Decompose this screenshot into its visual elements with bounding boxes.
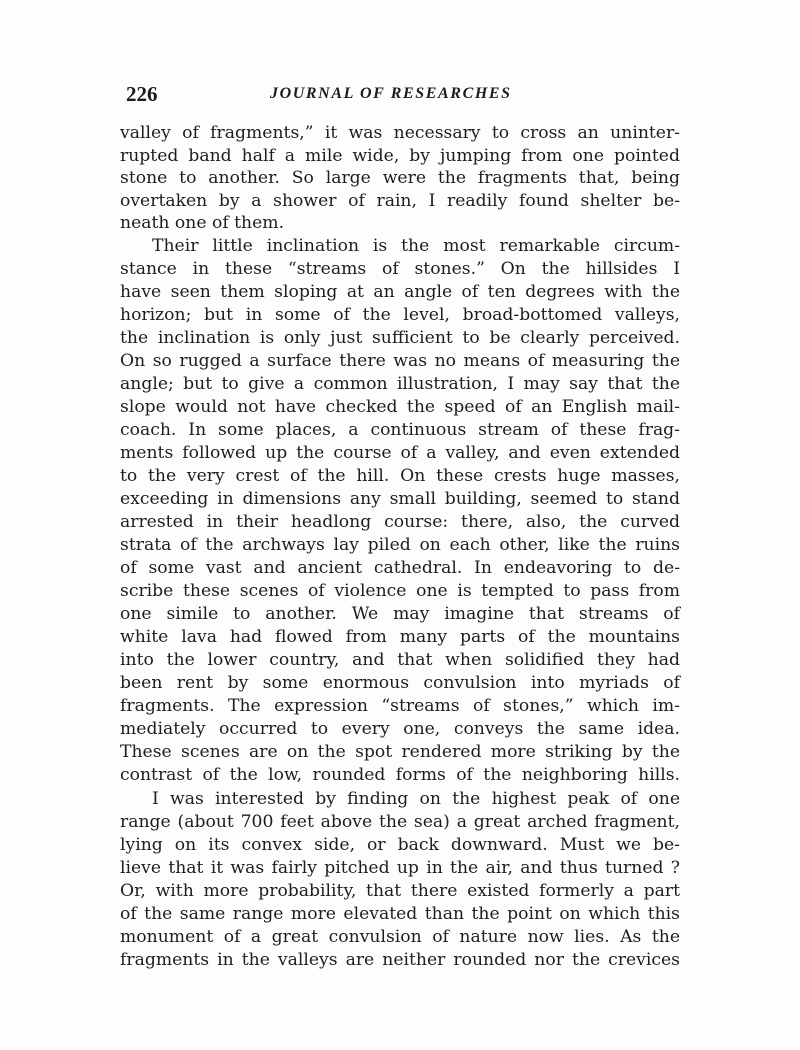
text-line: coach. In some places, a continuous stream of these frag- xyxy=(120,420,680,440)
text-line: been rent by some enormous convulsion into myriads of xyxy=(120,673,680,693)
text-line: neath one of them. xyxy=(120,213,285,233)
text-line: into the lower country, and that when solidified they had xyxy=(120,650,680,670)
text-line: angle; but to give a common illustration, I may say that the xyxy=(120,374,680,394)
text-line: of some vast and ancient cathedral. In endeavoring to de- xyxy=(120,558,680,578)
text-line: fragments in the valleys are neither rounded nor the crevices xyxy=(120,950,680,970)
text-line: fragments. The expression “streams of stones,” which im- xyxy=(120,696,680,716)
text-line: range (about 700 feet above the sea) a great arched fragment, xyxy=(120,812,680,832)
text-line: valley of fragments,” it was necessary to cross an uninter- xyxy=(120,123,680,143)
text-line: I was interested by finding on the highest peak of one xyxy=(152,789,680,809)
text-line: horizon; but in some of the level, broad-bottomed valleys, xyxy=(120,305,680,325)
text-line: white lava had flowed from many parts of the mountains xyxy=(120,627,680,647)
text-line: These scenes are on the spot rendered more striking by the xyxy=(120,742,680,762)
text-line: to the very crest of the hill. On these crests huge masses, xyxy=(120,466,680,486)
text-line: arrested in their headlong course: there, also, the curved xyxy=(120,512,680,532)
text-line: Or, with more probability, that there existed formerly a part xyxy=(120,881,680,901)
text-line: monument of a great convulsion of nature now lies. As the xyxy=(120,927,680,947)
text-line: exceeding in dimensions any small building, seemed to stand xyxy=(120,489,680,509)
page-number: 226 xyxy=(126,82,158,106)
text-line: ments followed up the course of a valley, and even extended xyxy=(120,443,680,463)
text-line: rupted band half a mile wide, by jumping from one pointed xyxy=(120,146,680,166)
text-line: overtaken by a shower of rain, I readily found shelter be- xyxy=(120,191,680,211)
text-line: lieve that it was fairly pitched up in the air, and thus turned ? xyxy=(120,858,680,878)
text-line: contrast of the low, rounded forms of the neighboring hills. xyxy=(120,765,680,785)
text-line: stone to another. So large were the fragments that, being xyxy=(120,168,680,188)
text-line: slope would not have checked the speed of an English mail- xyxy=(120,397,680,417)
text-line: the inclination is only just sufficient to be clearly perceived. xyxy=(120,328,680,348)
text-line: lying on its convex side, or back downward. Must we be- xyxy=(120,835,680,855)
text-line: Their little inclination is the most remarkable circum- xyxy=(152,236,680,256)
text-line: scribe these scenes of violence one is tempted to pass from xyxy=(120,581,680,601)
text-line: one simile to another. We may imagine that streams of xyxy=(120,604,680,624)
text-line: strata of the archways lay piled on each other, like the ruins xyxy=(120,535,680,555)
page-header xyxy=(126,82,686,110)
text-line: stance in these “streams of stones.” On the hillsides I xyxy=(120,259,680,279)
text-line: On so rugged a surface there was no means of measuring the xyxy=(120,351,680,371)
text-line: mediately occurred to every one, conveys the same idea. xyxy=(120,719,680,739)
text-line: have seen them sloping at an angle of ten degrees with the xyxy=(120,282,680,302)
running-head: JOURNAL OF RESEARCHES xyxy=(270,85,512,102)
text-line: of the same range more elevated than the point on which this xyxy=(120,904,680,924)
